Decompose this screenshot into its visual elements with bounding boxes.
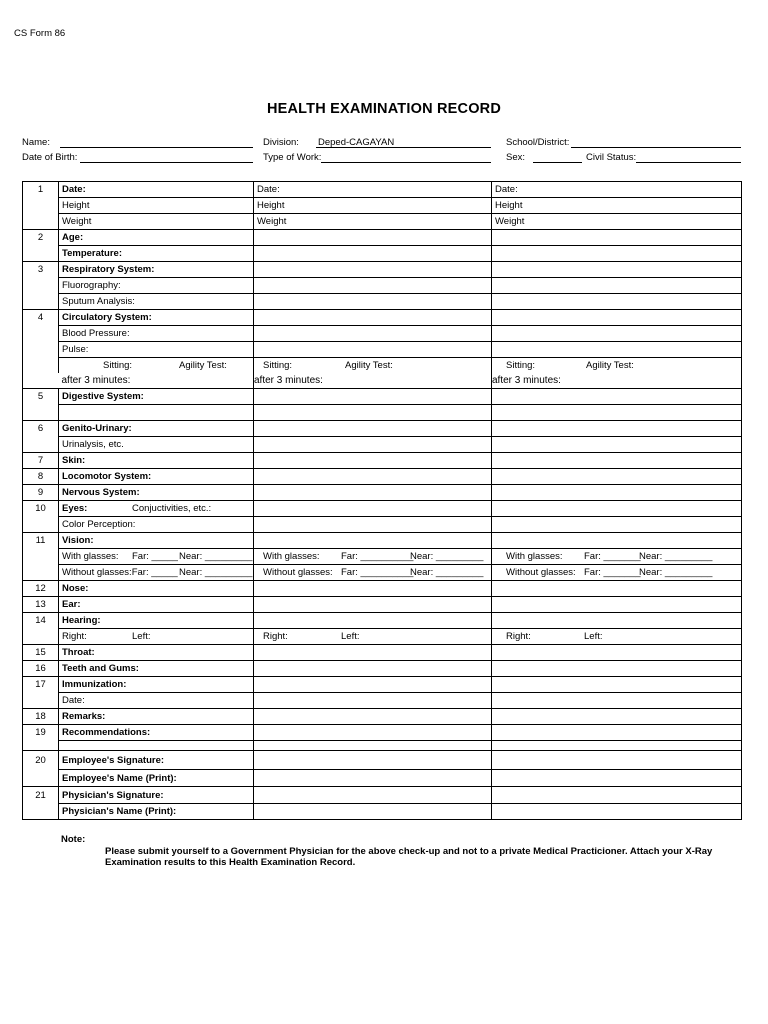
left-label: Left:: [584, 631, 603, 642]
row-number: 19: [23, 725, 59, 741]
digestive-cell[interactable]: [492, 389, 742, 405]
eyes-cell[interactable]: [492, 501, 742, 517]
physician-name-label: Physician's Name (Print):: [59, 804, 254, 820]
conjunctivities-label: Conjuctivities, etc.:: [132, 503, 212, 514]
name-field[interactable]: [60, 147, 253, 148]
right-label: Right:: [506, 631, 531, 642]
hearing-label: Hearing:: [59, 613, 254, 629]
respiratory-label: Respiratory System:: [59, 262, 254, 278]
row-number: 5: [23, 389, 59, 405]
table-row: [23, 262, 742, 278]
weight-label: Weight: [492, 214, 742, 230]
type-of-work-label: Type of Work:: [263, 152, 322, 163]
immunization-date-cell[interactable]: [254, 693, 492, 709]
nervous-cell[interactable]: [254, 485, 492, 501]
row-number: 15: [23, 645, 59, 661]
dob-field[interactable]: [80, 162, 253, 163]
pulse-cell[interactable]: [492, 342, 742, 358]
recommendations-cell[interactable]: [492, 725, 742, 741]
row-number: 6: [23, 421, 59, 437]
eyes-label: Eyes:: [62, 503, 88, 514]
skin-label: Skin:: [59, 453, 254, 469]
teeth-label: Teeth and Gums:: [59, 661, 254, 677]
row-number: 10: [23, 501, 59, 517]
row-number: 7: [23, 453, 59, 469]
blank-cell[interactable]: [254, 741, 492, 751]
physician-signature-cell[interactable]: [492, 787, 742, 804]
employee-signature-cell[interactable]: [254, 751, 492, 770]
table-row: [23, 246, 742, 262]
far-label: Far: __________: [341, 567, 414, 578]
physician-name-cell[interactable]: [254, 804, 492, 820]
nose-label: Nose:: [59, 581, 254, 597]
near-label: Near: _________: [179, 567, 253, 578]
row-number: 17: [23, 677, 59, 693]
respiratory-cell[interactable]: [492, 262, 742, 278]
note-text: Please submit yourself to a Government Physician for the above check-up and not to a private Medical Practicioner. Attach your X-Ray Examination results to this Health Examination Record.: [105, 846, 713, 868]
date-label: Date:: [59, 182, 254, 198]
table-row: [23, 677, 742, 693]
age-label: Age:: [59, 230, 254, 246]
circulatory-label: Circulatory System:: [59, 310, 254, 326]
ear-label: Ear:: [59, 597, 254, 613]
vision-cell[interactable]: [492, 533, 742, 549]
pulse-label: Pulse:: [59, 342, 254, 358]
locomotor-cell[interactable]: [254, 469, 492, 485]
row-number: 4: [23, 310, 59, 326]
right-label: Right:: [62, 631, 87, 642]
table-row: [23, 629, 742, 645]
locomotor-label: Locomotor System:: [59, 469, 254, 485]
table-row: [23, 501, 742, 517]
row-number: 2: [23, 230, 59, 246]
fluorography-cell[interactable]: [492, 278, 742, 294]
remarks-cell[interactable]: [492, 709, 742, 725]
near-label: Near: _________: [410, 567, 484, 578]
table-row: [23, 278, 742, 294]
table-row: [23, 533, 742, 549]
table-row: [23, 645, 742, 661]
exam-table: [22, 181, 742, 820]
genito-label: Genito-Urinary:: [59, 421, 254, 437]
form-number: CS Form 86: [14, 28, 66, 39]
without-glasses-label: Without glasses:: [263, 567, 333, 578]
throat-cell[interactable]: [492, 645, 742, 661]
agility-label: Agility Test:: [586, 360, 634, 371]
respiratory-cell[interactable]: [254, 262, 492, 278]
table-row: [23, 787, 742, 804]
blank-cell[interactable]: [492, 405, 742, 421]
agility-label: Agility Test:: [345, 360, 393, 371]
nose-cell[interactable]: [254, 581, 492, 597]
table-row: [23, 453, 742, 469]
ear-cell[interactable]: [254, 597, 492, 613]
table-row: [23, 182, 742, 198]
nervous-label: Nervous System:: [59, 485, 254, 501]
division-field[interactable]: [316, 147, 491, 148]
physician-signature-label: Physician's Signature:: [59, 787, 254, 804]
throat-cell[interactable]: [254, 645, 492, 661]
vision-cell[interactable]: [254, 533, 492, 549]
ear-cell[interactable]: [492, 597, 742, 613]
genito-cell[interactable]: [254, 421, 492, 437]
table-row: [23, 517, 742, 533]
table-row: [23, 741, 742, 751]
genito-cell[interactable]: [492, 421, 742, 437]
date-label: Date:: [254, 182, 492, 198]
near-label: Near: _________: [639, 567, 713, 578]
table-row: [23, 485, 742, 501]
table-row: [23, 693, 742, 709]
sitting-label: Sitting:: [506, 360, 536, 371]
with-glasses-label: With glasses:: [506, 551, 563, 562]
division-label: Division:: [263, 137, 299, 148]
left-label: Left:: [132, 631, 151, 642]
after3-label: after 3 minutes:: [59, 373, 254, 389]
table-row: [23, 230, 742, 246]
after3-label: after 3 minutes:: [492, 373, 742, 389]
nose-cell[interactable]: [492, 581, 742, 597]
civil-status-label: Civil Status:: [586, 152, 637, 163]
table-row: [23, 751, 742, 770]
table-row: [23, 770, 742, 787]
sputum-cell[interactable]: [254, 294, 492, 310]
near-label: Near: _________: [639, 551, 713, 562]
row-number: 9: [23, 485, 59, 501]
weight-label: Weight: [254, 214, 492, 230]
immunization-cell[interactable]: [492, 677, 742, 693]
hearing-cell[interactable]: [254, 613, 492, 629]
table-row: [23, 565, 742, 581]
remarks-label: Remarks:: [59, 709, 254, 725]
teeth-cell[interactable]: [492, 661, 742, 677]
table-row: [23, 389, 742, 405]
after3-label: after 3 minutes:: [254, 373, 492, 389]
immunization-date-label: Date:: [59, 693, 254, 709]
table-row: [23, 709, 742, 725]
employee-signature-cell[interactable]: [492, 751, 742, 770]
urinalysis-cell[interactable]: [254, 437, 492, 453]
physician-signature-cell[interactable]: [254, 787, 492, 804]
temperature-label: Temperature:: [59, 246, 254, 262]
near-label: Near: _________: [179, 551, 253, 562]
immunization-date-cell[interactable]: [492, 693, 742, 709]
table-row: [23, 358, 742, 374]
table-row: [23, 804, 742, 820]
table-row: [23, 661, 742, 677]
date-label: Date:: [492, 182, 742, 198]
row-number: 18: [23, 709, 59, 725]
sputum-cell[interactable]: [492, 294, 742, 310]
left-label: Left:: [341, 631, 360, 642]
row-number: 1: [23, 182, 59, 198]
physician-name-cell[interactable]: [492, 804, 742, 820]
table-row: [23, 342, 742, 358]
sex-field[interactable]: [533, 162, 582, 163]
table-row: [23, 405, 742, 421]
height-label: Height: [59, 198, 254, 214]
recommendations-cell[interactable]: [254, 725, 492, 741]
note-label: Note:: [61, 834, 86, 845]
fluorography-cell[interactable]: [254, 278, 492, 294]
table-row: [23, 437, 742, 453]
dob-label: Date of Birth:: [22, 152, 78, 163]
with-glasses-label: With glasses:: [62, 551, 119, 562]
row-number: 12: [23, 581, 59, 597]
sitting-label: Sitting:: [103, 360, 133, 371]
far-label: Far: _______: [584, 567, 641, 578]
row-number: 13: [23, 597, 59, 613]
sputum-label: Sputum Analysis:: [59, 294, 254, 310]
temperature-cell[interactable]: [492, 246, 742, 262]
hearing-cell[interactable]: [492, 613, 742, 629]
blood-pressure-label: Blood Pressure:: [59, 326, 254, 342]
table-row: [23, 421, 742, 437]
blood-pressure-cell[interactable]: [254, 326, 492, 342]
circulatory-cell[interactable]: [492, 310, 742, 326]
row-number: 21: [23, 787, 59, 804]
age-cell[interactable]: [254, 230, 492, 246]
eyes-cell[interactable]: [254, 501, 492, 517]
nervous-cell[interactable]: [492, 485, 742, 501]
employee-signature-label: Employee's Signature:: [59, 751, 254, 770]
row-number: 11: [23, 533, 59, 549]
table-row: [23, 373, 742, 389]
weight-label: Weight: [59, 214, 254, 230]
vision-label: Vision:: [59, 533, 254, 549]
remarks-cell[interactable]: [254, 709, 492, 725]
pulse-cell[interactable]: [254, 342, 492, 358]
age-cell[interactable]: [492, 230, 742, 246]
row-number: 14: [23, 613, 59, 629]
row-number: 8: [23, 469, 59, 485]
blank-cell[interactable]: [492, 741, 742, 751]
height-label: Height: [492, 198, 742, 214]
civil-status-field[interactable]: [636, 162, 741, 163]
row-number: 20: [23, 751, 59, 770]
school-field[interactable]: [571, 147, 741, 148]
temperature-cell[interactable]: [254, 246, 492, 262]
table-row: [23, 613, 742, 629]
skin-cell[interactable]: [492, 453, 742, 469]
digestive-cell[interactable]: [254, 389, 492, 405]
name-label: Name:: [22, 137, 50, 148]
school-label: School/District:: [506, 137, 570, 148]
agility-label: Agility Test:: [179, 360, 227, 371]
color-perception-cell[interactable]: [254, 517, 492, 533]
color-perception-label: Color Perception:: [59, 517, 254, 533]
table-row: [23, 581, 742, 597]
table-row: [23, 310, 742, 326]
far-label: Far: _____: [132, 551, 178, 562]
blood-pressure-cell[interactable]: [492, 326, 742, 342]
right-label: Right:: [263, 631, 288, 642]
fluorography-label: Fluorography:: [59, 278, 254, 294]
table-row: [23, 469, 742, 485]
skin-cell[interactable]: [254, 453, 492, 469]
with-glasses-label: With glasses:: [263, 551, 320, 562]
table-row: [23, 326, 742, 342]
employee-name-cell[interactable]: [254, 770, 492, 787]
page-title: HEALTH EXAMINATION RECORD: [266, 101, 502, 117]
urinalysis-cell[interactable]: [492, 437, 742, 453]
table-row: [23, 198, 742, 214]
circulatory-cell[interactable]: [254, 310, 492, 326]
recommendations-label: Recommendations:: [59, 725, 254, 741]
employee-name-label: Employee's Name (Print):: [59, 770, 254, 787]
digestive-label: Digestive System:: [59, 389, 254, 405]
blank-cell[interactable]: [254, 405, 492, 421]
urinalysis-label: Urinalysis, etc.: [59, 437, 254, 453]
locomotor-cell[interactable]: [492, 469, 742, 485]
immunization-label: Immunization:: [59, 677, 254, 693]
without-glasses-label: Without glasses:: [506, 567, 576, 578]
height-label: Height: [254, 198, 492, 214]
near-label: Near: _________: [410, 551, 484, 562]
far-label: Far: _______: [584, 551, 641, 562]
division-value: Deped-CAGAYAN: [318, 137, 395, 148]
table-row: [23, 725, 742, 741]
immunization-cell[interactable]: [254, 677, 492, 693]
table-row: [23, 214, 742, 230]
sex-label: Sex:: [506, 152, 526, 163]
row-number: 3: [23, 262, 59, 278]
employee-name-cell[interactable]: [492, 770, 742, 787]
teeth-cell[interactable]: [254, 661, 492, 677]
row-number: 16: [23, 661, 59, 677]
far-label: Far: __________: [341, 551, 414, 562]
table-row: [23, 549, 742, 565]
type-of-work-field[interactable]: [321, 162, 491, 163]
table-row: [23, 597, 742, 613]
color-perception-cell[interactable]: [492, 517, 742, 533]
without-glasses-far-label: Without glasses:Far: _____: [62, 567, 178, 578]
sitting-label: Sitting:: [263, 360, 293, 371]
table-row: [23, 294, 742, 310]
throat-label: Throat:: [59, 645, 254, 661]
